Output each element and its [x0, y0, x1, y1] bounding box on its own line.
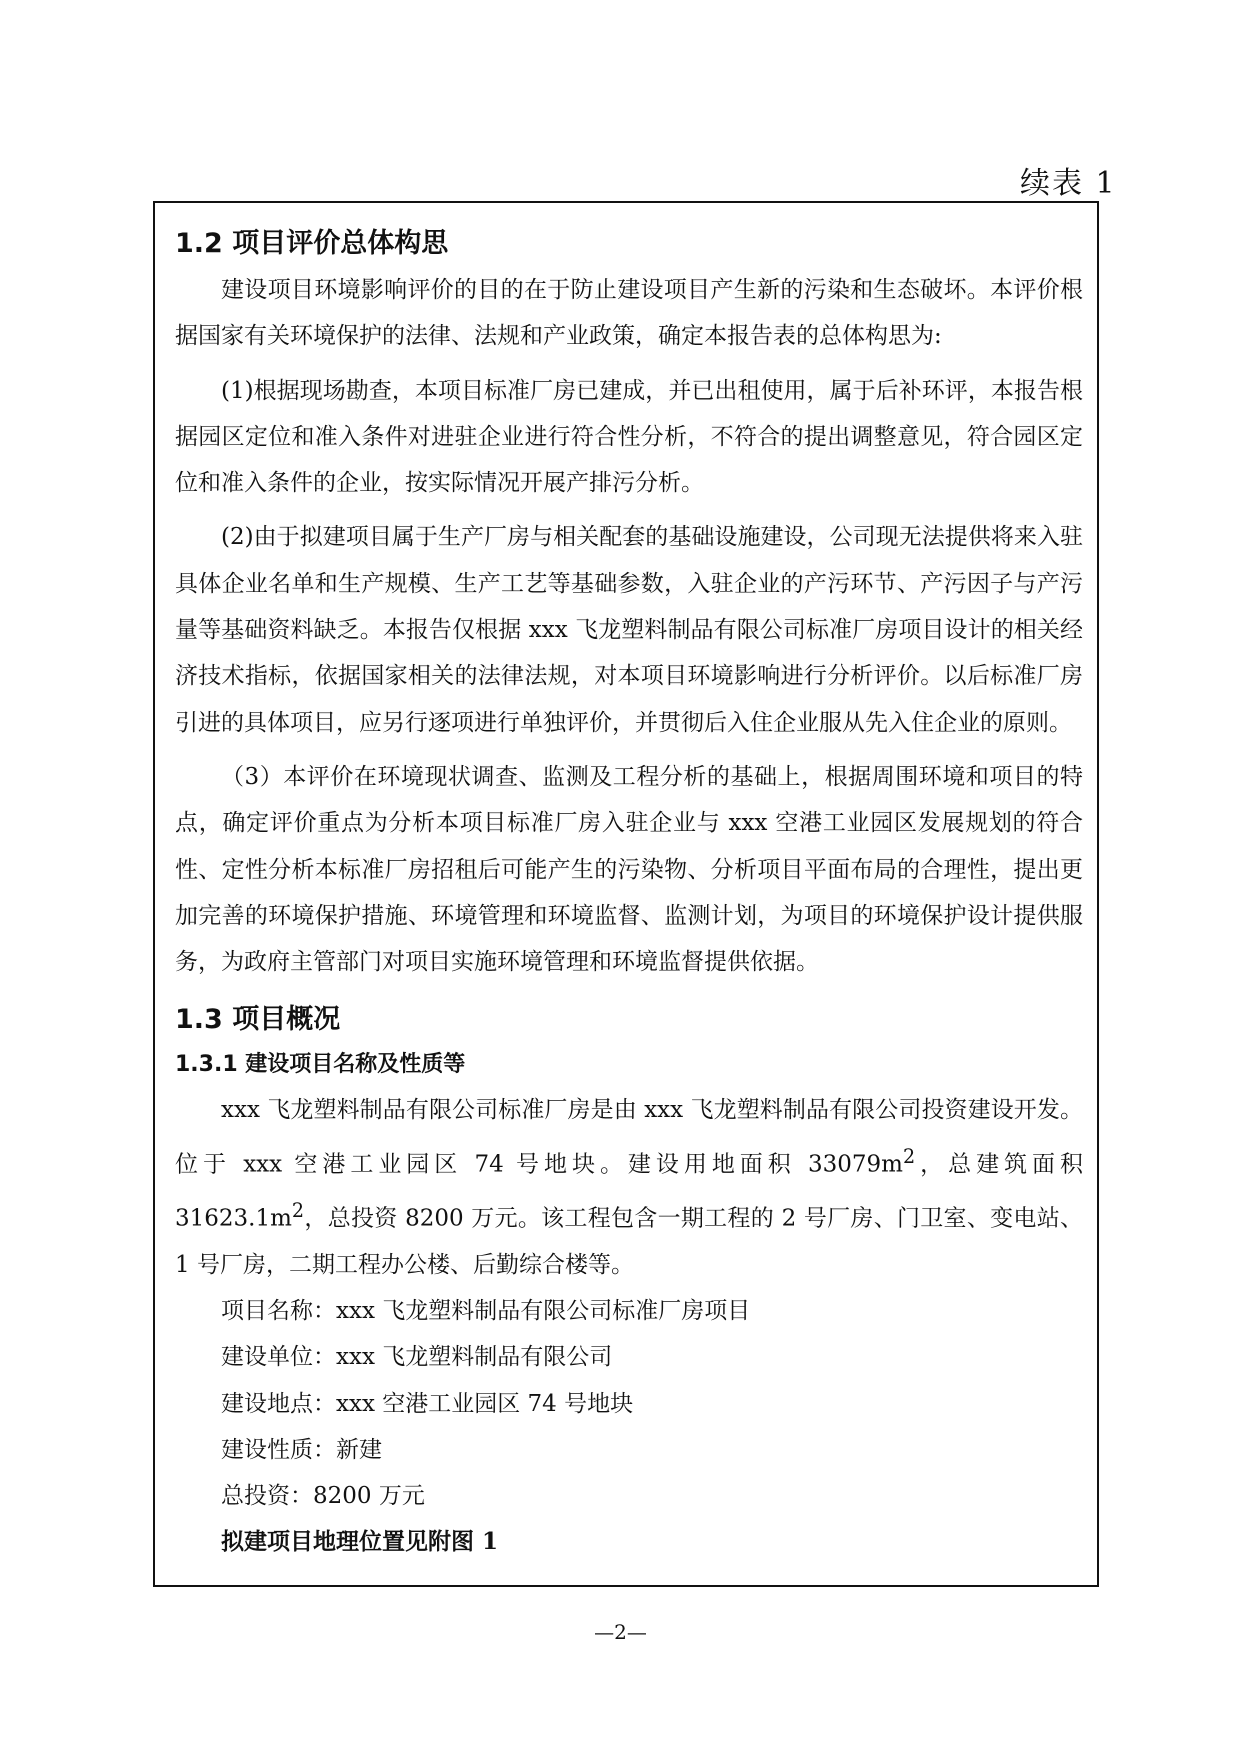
investment-item: 总投资：8200 万元 — [221, 1483, 425, 1510]
section-title-1-2: 1.2 项目评价总体构思 — [175, 228, 449, 259]
paragraph: 建设项目环境影响评价的目的在于防止建设项目产生新的污染和生态破坏。本评价根据国家有关环境保护的法律、法规和产业政策，确定本报告表的总体构思为: — [175, 277, 1083, 350]
paragraph: (2)由于拟建项目属于生产厂房与相关配套的基础设施建设，公司现无法提供将来入驻具体企业名单和生产规模、生产工艺等基础参数，入驻企业的产污环节、产污因子与产污量等基础资料缺乏。本报告仅根据 xxx 飞龙塑料制品有限公司标准厂房项目设计的相关经济技术指标，依据国家相关的法律法规，对本项目环境影响进行分析评价。以后标准厂房引进的具体项目，应另行逐项进行单独评价，并贯彻后入住企业服从先入住企业的原则。 — [175, 524, 1083, 736]
project-intro-paragraph — [167, 1087, 1083, 1288]
page-number: —2— — [594, 1620, 647, 1644]
map-note: 拟建项目地理位置见附图 1 — [221, 1528, 499, 1556]
builder-item: 建设单位：xxx 飞龙塑料制品有限公司 — [221, 1344, 613, 1371]
superscript: 2 — [291, 1198, 305, 1222]
location-item: 建设地点：xxx 空港工业园区 74 号地块 — [221, 1390, 634, 1417]
intro-text: ，总投资 8200 万元。该工程包含一期工程的 2 号厂房、门卫室、变电站、1 号厂房，二期工程办公楼、后勤综合楼等。 — [175, 1205, 1083, 1278]
subsection-title-1-3-1: 1.3.1 建设项目名称及性质等 — [175, 1052, 466, 1078]
section-title-1-3: 1.3 项目概况 — [175, 1004, 341, 1036]
project-name-item: 项目名称：xxx 飞龙塑料制品有限公司标准厂房项目 — [221, 1297, 751, 1324]
intro-text: xxx 飞龙塑料制品有限公司标准厂房是由 xxx 飞龙塑料制品有限公司投资建设开发。位于 xxx 空港工业园区 74 号地块。建设用地面积 33079m — [175, 1097, 1083, 1178]
paragraph: （3）本评价在环境现状调查、监测及工程分析的基础上，根据周围环境和项目的特点，确定评价重点为分析本项目标准厂房入驻企业与 xxx 空港工业园区发展规划的符合性、定性分析本标准厂房招租后可能产生的污染物、分析项目平面布局的合理性，提出更加完善的环境保护措施、环境管理和环境监督、监测计划，为项目的环境保护设计提供服务，为政府主管部门对项目实施环境管理和环境监督提供依据。 — [175, 763, 1083, 976]
continuation-label: 续表 1 — [1020, 166, 1117, 201]
superscript: 2 — [902, 1144, 916, 1168]
paragraph: (1)根据现场勘查，本项目标准厂房已建成，并已出租使用，属于后补环评，本报告根据园区定位和准入条件对进驻企业进行符合性分析，不符合的提出调整意见，符合园区定位和准入条件的企业，按实际情况开展产排污分析。 — [175, 377, 1083, 497]
intro-text: ，总建筑面积 31623.1m — [175, 1151, 1083, 1232]
content-frame — [153, 201, 1099, 1587]
nature-item: 建设性质：新建 — [221, 1436, 382, 1463]
